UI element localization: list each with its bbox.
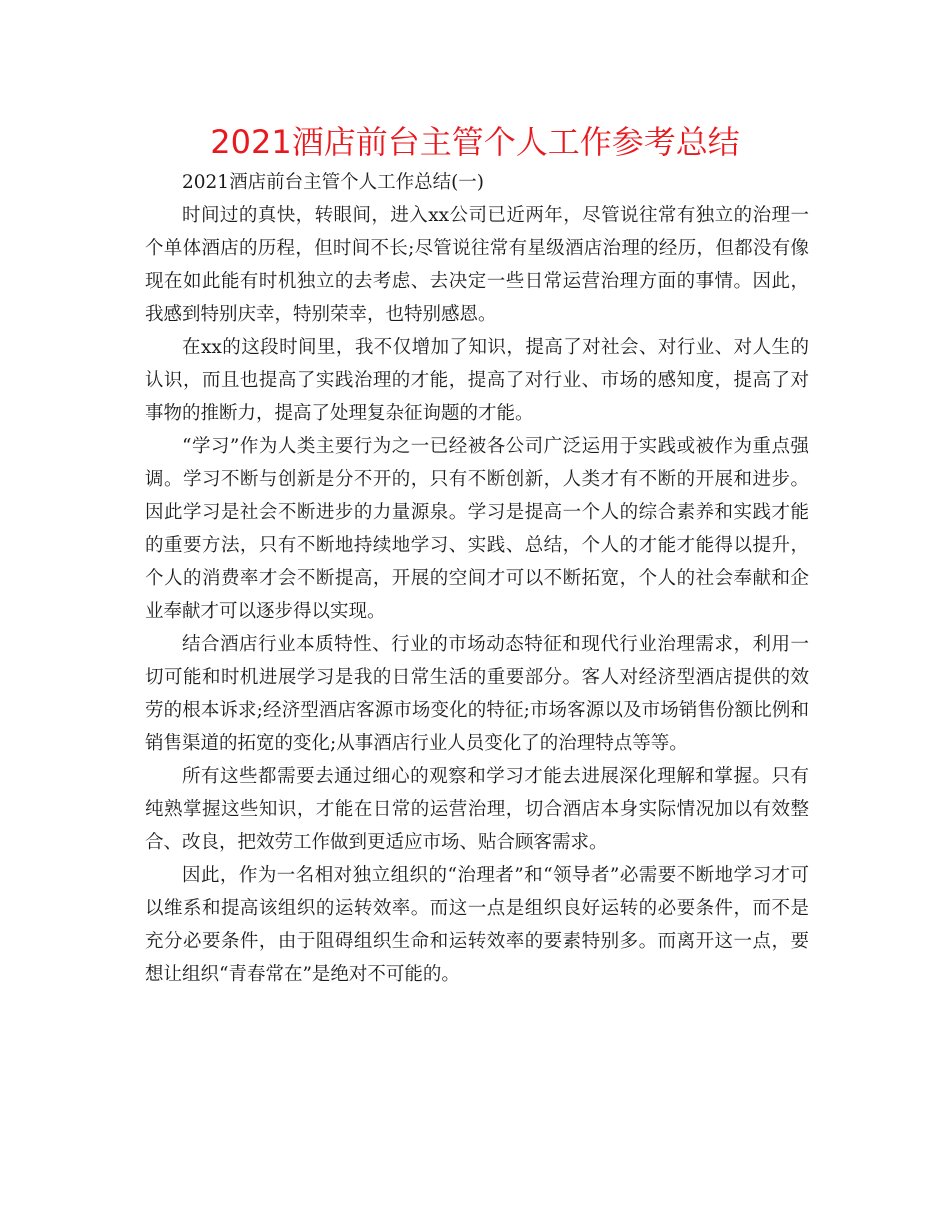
paragraph-5: 所有这些都需要去通过细心的观察和学习才能去进展深化理解和掌握。只有纯熟掌握这些知识，才能在日常的运营治理，切合酒店本身实际情况加以有效整合、改良，把效劳工作做到更适应市场、贴合顾客需求。 <box>145 766 809 853</box>
paragraph-2: 在xx的这段时间里，我不仅增加了知识，提高了对社会、对行业、对人生的认识，而且也提高了实践治理的才能，提高了对行业、市场的感知度，提高了对事物的推断力，提高了处理复杂征询题的才能。 <box>145 337 809 424</box>
paragraph-4: 结合酒店行业本质特性、行业的市场动态特征和现代行业治理需求，利用一切可能和时机进展学习是我的日常生活的重要部分。客人对经济型酒店提供的效劳的根本诉求;经济型酒店客源市场变化的特征;市场客源以及市场销售份额比例和销售渠道的拓宽的变化;从事酒店行业人员变化了的治理特点等等。 <box>145 634 809 754</box>
document-body <box>145 166 809 991</box>
paragraph-3: “学习”作为人类主要行为之一已经被各公司广泛运用于实践或被作为重点强调。学习不断与创新是分不开的，只有不断创新，人类才有不断的开展和进步。因此学习是社会不断进步的力量源泉。学习是提高一个人的综合素养和实践才能的重要方法，只有不断地持续地学习、实践、总结，个人的才能才能得以提升，个人的消费率才会不断提高，开展的空间才可以不断拓宽，个人的社会奉献和企业奉献才可以逐步得以实现。 <box>145 436 809 622</box>
paragraph-1: 时间过的真快，转眼间，进入xx公司已近两年，尽管说往常有独立的治理一个单体酒店的历程，但时间不长;尽管说往常有星级酒店治理的经历，但都没有像现在如此能有时机独立的去考虑、去决定一些日常运营治理方面的事情。因此，我感到特别庆幸，特别荣幸，也特别感恩。 <box>145 205 809 325</box>
document-title: 2021酒店前台主管个人工作参考总结 <box>210 123 740 161</box>
paragraph-6: 因此，作为一名相对独立组织的“治理者”和“领导者”必需要不断地学习才可以维系和提高该组织的运转效率。而这一点是组织良好运转的必要条件，而不是充分必要条件，由于阻碍组织生命和运转效率的要素特别多。而离开这一点，要想让组织“青春常在”是绝对不可能的。 <box>145 865 809 985</box>
document-subtitle: 2021酒店前台主管个人工作总结(一) <box>182 172 485 193</box>
